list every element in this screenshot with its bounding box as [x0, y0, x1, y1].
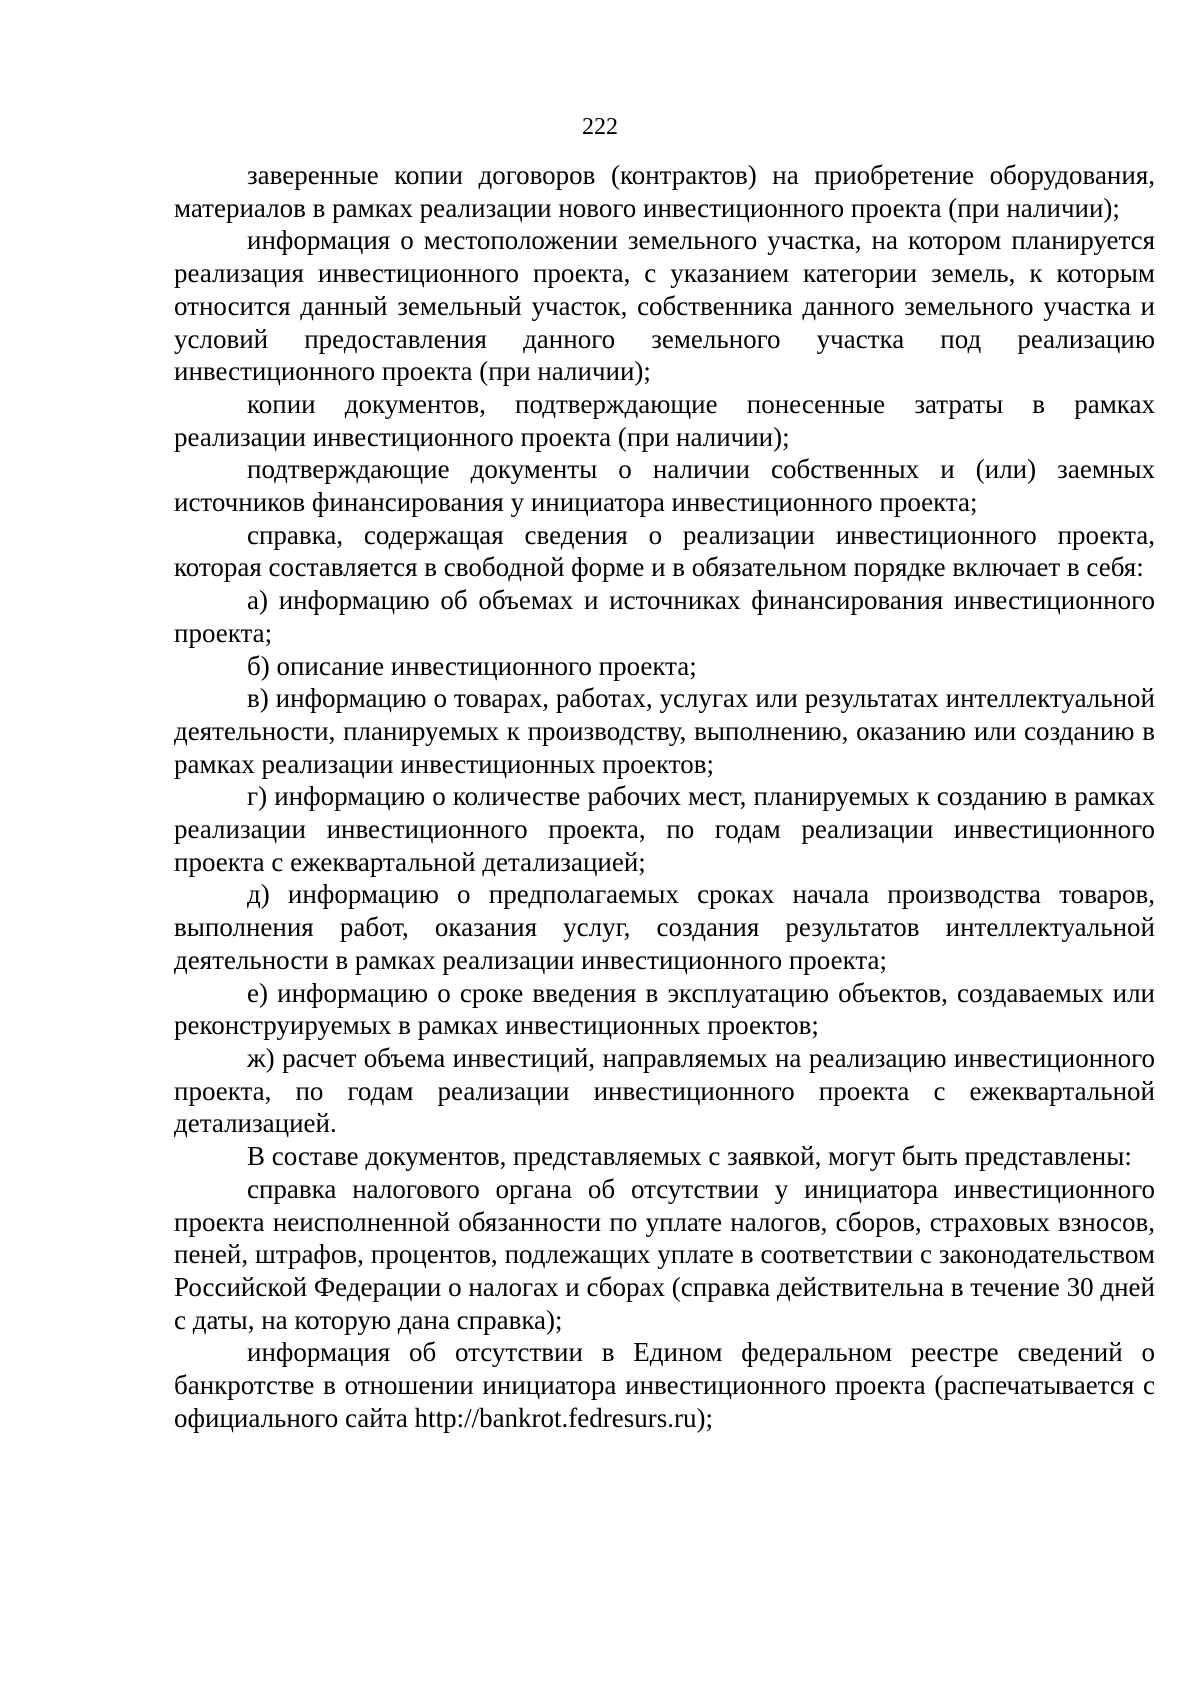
- paragraph-land-plot-info: информация о местоположении земельного участка, на котором планируется реализация инвестиционного проекта, с указанием категории земель, к которым относится данный земельный участок, собственника данного земельного участка и условий предоставления данного земельного участка под реализацию инвестиционного проекта (при наличии);: [174, 225, 1155, 387]
- paragraph-optional-documents: В составе документов, представляемых с заявкой, могут быть представлены:: [247, 1141, 1132, 1172]
- paragraph-tax-certificate: справка налогового органа об отсутствии у инициатора инвестиционного проекта неисполненной обязанности по уплате налогов, сборов, страховых взносов, пеней, штрафов, процентов, подлежащих уплате в соответствии с законодательством Российской Федерации о налогах и сборах (справка действительна в течение 30 дней с даты, на которую дана справка);: [174, 1173, 1155, 1335]
- paragraph-bankruptcy-register: информация об отсутствии в Едином федеральном реестре сведений о банкротстве в отношении инициатора инвестиционного проекта (распечатывается с официального сайта http://bankrot.fedresurs.ru);: [174, 1337, 1155, 1433]
- list-item-v: в) информацию о товарах, работах, услугах или результатах интеллектуальной деятельности, планируемых к производству, выполнению, оказанию или созданию в рамках реализации инвестиционных проектов;: [174, 683, 1155, 779]
- paragraph-project-certificate: справка, содержащая сведения о реализации инвестиционного проекта, которая составляется в свободной форме и в обязательном порядке включает в себя:: [174, 519, 1155, 583]
- list-item-a: а) информацию об объемах и источниках финансирования инвестиционного проекта;: [174, 585, 1155, 648]
- document-body: [174, 159, 1155, 1434]
- list-item-g: г) информацию о количестве рабочих мест, планируемых к созданию в рамках реализации инвестиционного проекта, по годам реализации инвестиционного проекта с ежеквартальной детализацией;: [174, 781, 1155, 877]
- page-number: 222: [582, 114, 618, 140]
- paragraph-expense-documents: копии документов, подтверждающие понесенные затраты в рамках реализации инвестиционного проекта (при наличии);: [174, 388, 1155, 452]
- list-item-d: д) информацию о предполагаемых сроках начала производства товаров, выполнения работ, оказания услуг, создания результатов интеллектуальной деятельности в рамках реализации инвестиционного проекта;: [174, 879, 1155, 975]
- list-item-zh: ж) расчет объема инвестиций, направляемых на реализацию инвестиционного проекта, по годам реализации инвестиционного проекта с ежеквартальной детализацией.: [174, 1042, 1155, 1139]
- list-item-e: е) информацию о сроке введения в эксплуатацию объектов, создаваемых или реконструируемых в рамках инвестиционных проектов;: [174, 977, 1155, 1041]
- paragraph-certified-contract-copies: заверенные копии договоров (контрактов) на приобретение оборудования, материалов в рамках реализации нового инвестиционного проекта (при наличии);: [174, 160, 1155, 223]
- paragraph-financing-sources: подтверждающие документы о наличии собственных и (или) заемных источников финансирования у инициатора инвестиционного проекта;: [174, 454, 1155, 518]
- list-item-b: б) описание инвестиционного проекта;: [247, 650, 697, 681]
